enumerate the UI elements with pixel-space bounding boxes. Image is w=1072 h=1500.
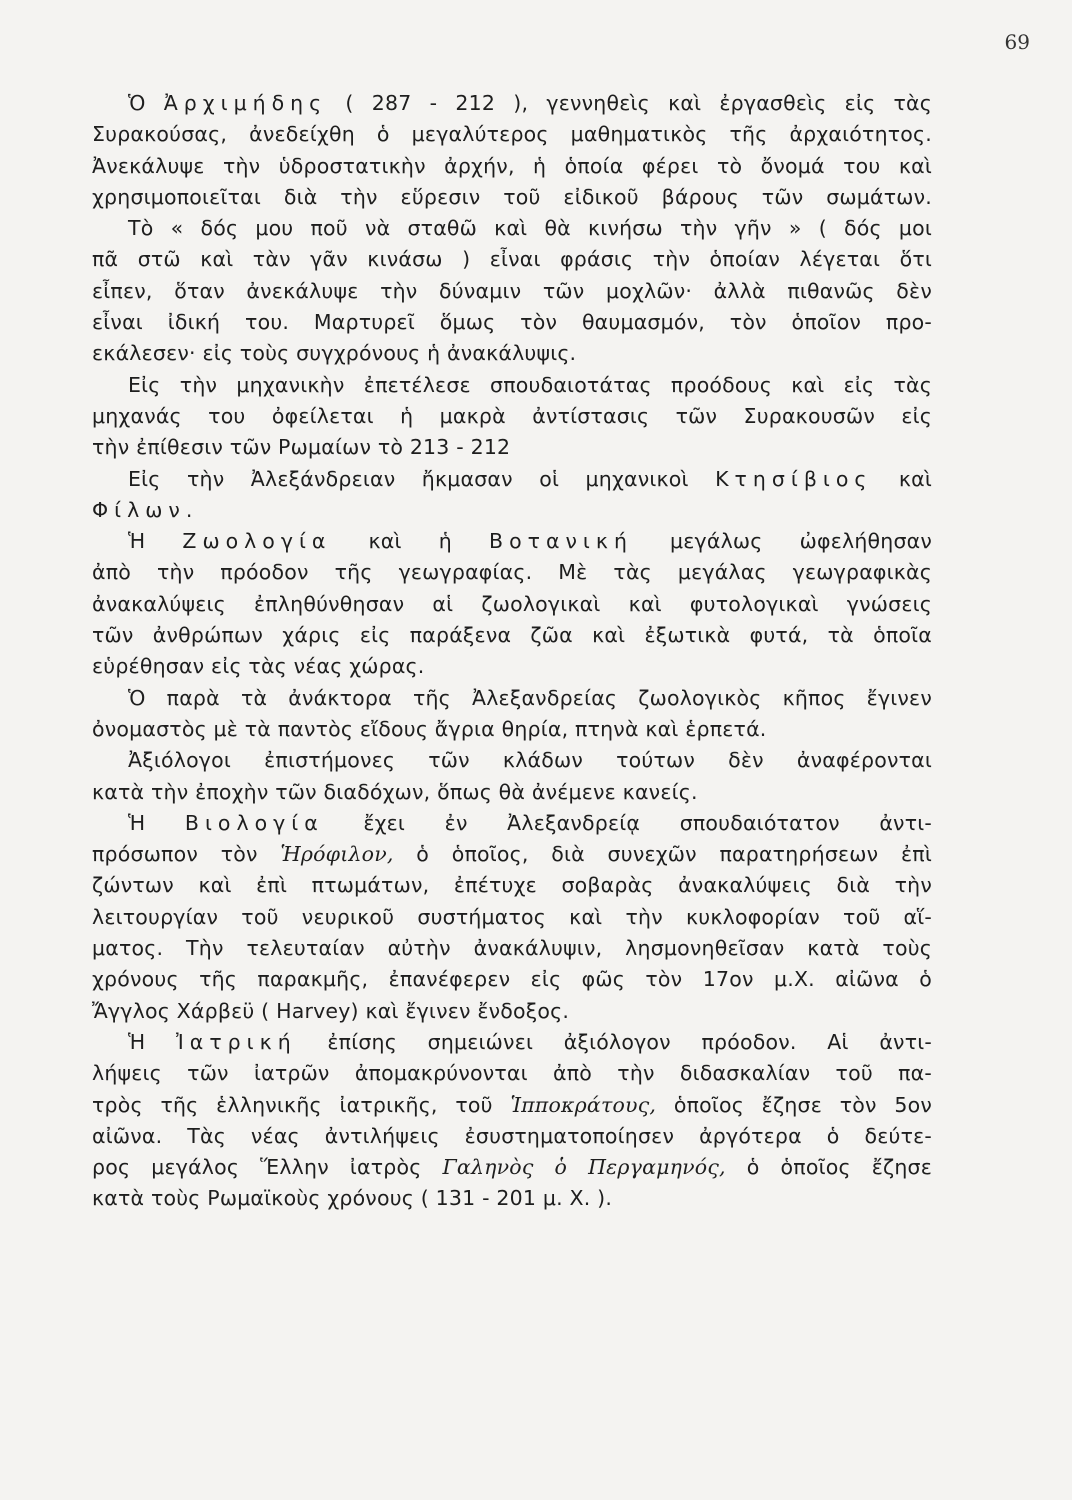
spaced-name: Βιολογία bbox=[184, 810, 324, 835]
text-line: λειτουργίαν τοῦ νευρικοῦ συστήματος καὶ τὴν κυκλοφορίαν τοῦ αἵ- bbox=[92, 904, 932, 929]
spaced-name: Ἰατρική bbox=[176, 1029, 297, 1054]
text-line: τὴν ἐπίθεσιν τῶν Ρωμαίων τὸ 213 - 212 bbox=[92, 435, 511, 460]
text-line: κατὰ τὴν ἐποχὴν τῶν διαδόχων, ὅπως θὰ ἀνέμενε κανείς. bbox=[92, 779, 698, 804]
text-line: Ἡ Βιολογία ἔχει ἐν Ἀλεξανδρείᾳ σπουδαιότατον ἀντι- bbox=[128, 810, 932, 835]
text-line: τρὸς τῆς ἑλληνικῆς ἰατρικῆς, τοῦ Ἱπποκράτους, ὁποῖος ἔζησε τὸν 5ον bbox=[92, 1092, 932, 1117]
text-line: εὑρέθησαν εἰς τὰς νέας χώρας. bbox=[92, 654, 425, 679]
text-line: ὀνομαστὸς μὲ τὰ παντὸς εἴδους ἄγρια θηρία, πτηνὰ καὶ ἑρπετά. bbox=[92, 716, 767, 741]
spaced-name: Ἀρχιμήδης bbox=[163, 91, 328, 115]
italic-name: Ἱπποκράτους, bbox=[510, 1092, 657, 1117]
page-number: 69 bbox=[1004, 30, 1030, 54]
spaced-name: Κτησίβιος bbox=[715, 466, 873, 491]
spaced-name: Βοτανική bbox=[489, 529, 633, 554]
text-line: πρόσωπον τὸν Ἡρόφιλον, ὁ ὁποῖος, διὰ συνεχῶν παρατηρήσεων ἐπὶ bbox=[92, 842, 932, 867]
text-line: Τὸ « δός μου ποῦ νὰ σταθῶ καὶ θὰ κινήσω τὴν γῆν » ( δός μοι bbox=[128, 216, 932, 241]
text-line: ματος. Τὴν τελευταίαν αὐτὴν ἀνακάλυψιν, λησμονηθεῖσαν κατὰ τοὺς bbox=[92, 936, 932, 961]
text-line: πᾶ στῶ καὶ τὰν γᾶν κινάσω ) εἶναι φράσις τὴν ὁποίαν λέγεται ὅτι bbox=[92, 247, 932, 272]
text-line: χρησιμοποιεῖται διὰ τὴν εὕρεσιν τοῦ εἰδικοῦ βάρους τῶν σωμάτων. bbox=[92, 184, 932, 209]
text-line: Συρακούσας, ἀνεδείχθη ὁ μεγαλύτερος μαθηματικὸς τῆς ἀρχαιότητος. bbox=[92, 122, 932, 147]
spaced-name: Ζωολογία bbox=[182, 529, 332, 554]
text-line: λήψεις τῶν ἰατρῶν ἀπομακρύνονται ἀπὸ τὴν διδασκαλίαν τοῦ πα- bbox=[92, 1061, 932, 1086]
text-line: εἶπεν, ὅταν ἀνεκάλυψε τὴν δύναμιν τῶν μοχλῶν· ἀλλὰ πιθανῶς δὲν bbox=[92, 278, 932, 303]
text-line: Εἰς τὴν Ἀλεξάνδρειαν ἤκμασαν οἱ μηχανικοὶ Κτησίβιος καὶ bbox=[128, 466, 932, 491]
text-line: μηχανάς του ὀφείλεται ἡ μακρὰ ἀντίστασις τῶν Συρακουσῶν εἰς bbox=[92, 403, 932, 428]
text-line: ἀπὸ τὴν πρόοδον τῆς γεωγραφίας. Μὲ τὰς μεγάλας γεωγραφικὰς bbox=[92, 560, 932, 585]
italic-name: Ἡρόφιλον, bbox=[280, 842, 394, 867]
italic-name: Γαληνὸς ὁ Περγαμηνός, bbox=[442, 1155, 726, 1180]
text-line: κατὰ τοὺς Ρωμαϊκοὺς χρόνους ( 131 - 201 μ. Χ. ). bbox=[92, 1186, 613, 1211]
text-line: αἰῶνα. Τὰς νέας ἀντιλήψεις ἐσυστηματοποίησεν ἀργότερα ὁ δεύτε- bbox=[92, 1123, 932, 1148]
text-line: ζώντων καὶ ἐπὶ πτωμάτων, ἐπέτυχε σοβαρὰς ἀνακαλύψεις διὰ τὴν bbox=[92, 873, 932, 898]
text-line: εκάλεσεν· εἰς τοὺς συγχρόνους ἡ ἀνακάλυψις. bbox=[92, 341, 577, 366]
text-line: ρος μεγάλος Ἕλλην ἰατρὸς Γαληνὸς ὁ Περγαμηνός, ὁ ὁποῖος ἔζησε bbox=[92, 1155, 933, 1180]
page-body bbox=[92, 88, 932, 1215]
text-line: Φίλων. bbox=[92, 497, 193, 522]
text-line: Εἰς τὴν μηχανικὴν ἐπετέλεσε σπουδαιοτάτας προόδους καὶ εἰς τὰς bbox=[128, 372, 932, 397]
text-line: χρόνους τῆς παρακμῆς, ἐπανέφερεν εἰς φῶς τὸν 17ον μ.Χ. αἰῶνα ὁ bbox=[92, 967, 932, 992]
spaced-name: Φίλων bbox=[92, 497, 186, 522]
text-line: Ἀξιόλογοι ἐπιστήμονες τῶν κλάδων τούτων δὲν ἀναφέρονται bbox=[128, 748, 932, 773]
text-line: Ἄγγλος Χάρβεϋ ( Harvey) καὶ ἔγινεν ἔνδοξος. bbox=[92, 998, 570, 1023]
text-line: Ὁ Ἀρχιμήδης ( 287 - 212 ), γεννηθεὶς καὶ ἐργασθεὶς εἰς τὰς bbox=[128, 91, 932, 115]
text-line: εἶναι ἰδική του. Μαρτυρεῖ ὅμως τὸν θαυμασμόν, τὸν ὁποῖον προ- bbox=[92, 310, 932, 335]
text-line: τῶν ἀνθρώπων χάρις εἰς παράξενα ζῶα καὶ ἐξωτικὰ φυτά, τὰ ὁποῖα bbox=[92, 623, 932, 648]
text-line: Ἡ Ζωολογία καὶ ἡ Βοτανική μεγάλως ὠφελήθησαν bbox=[128, 529, 933, 554]
text-line: Ὁ παρὰ τὰ ἀνάκτορα τῆς Ἀλεξανδρείας ζωολογικὸς κῆπος ἔγινεν bbox=[128, 685, 932, 710]
text-line: ἀνακαλύψεις ἐπληθύνθησαν αἱ ζωολογικαὶ καὶ φυτολογικαὶ γνώσεις bbox=[92, 591, 932, 616]
text-line: Ἡ Ἰατρική ἐπίσης σημειώνει ἀξιόλογον πρόοδον. Αἱ ἀντι- bbox=[128, 1029, 932, 1054]
text-line: Ἀνεκάλυψε τὴν ὑδροστατικὴν ἀρχήν, ἡ ὁποία φέρει τὸ ὄνομά του καὶ bbox=[92, 153, 932, 178]
